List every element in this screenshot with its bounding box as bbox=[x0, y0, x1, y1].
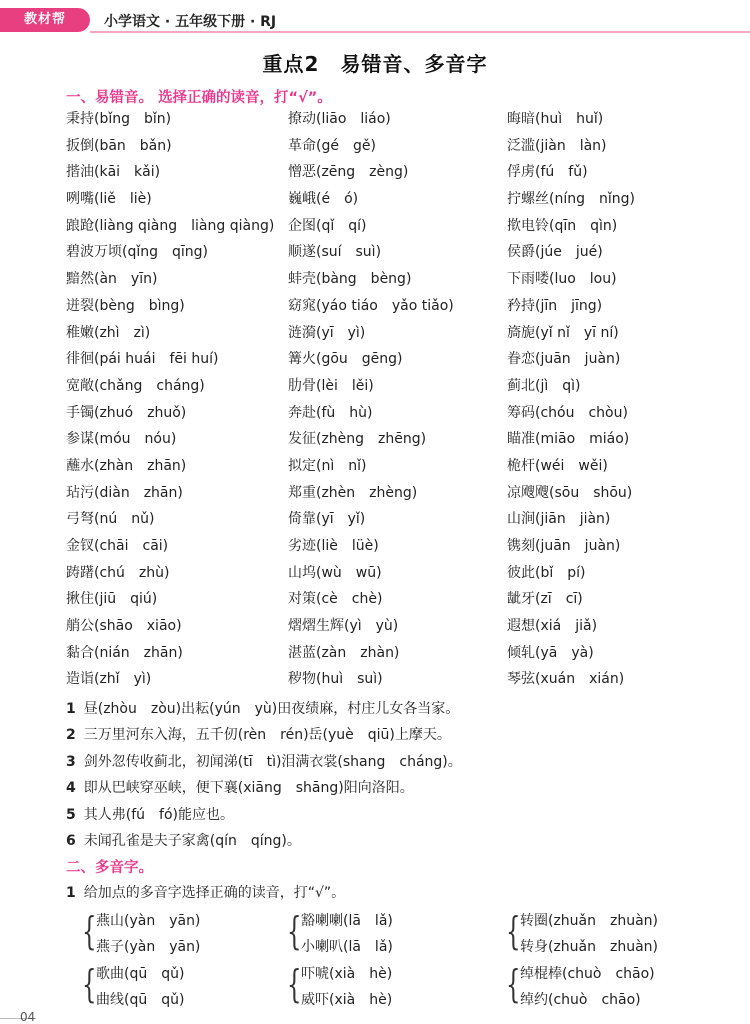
pronunciation-item: 踌躇(chú zhù) bbox=[66, 564, 170, 581]
pronunciation-item: 踉跄(liàng qiàng liàng qiàng) bbox=[66, 217, 275, 234]
pronunciation-item: 劣迹(liè lüè) bbox=[288, 538, 379, 554]
pronunciation-item: 艄公(shāo xiāo) bbox=[66, 618, 182, 635]
pronunciation-item: 秉持(bǐng bǐn) bbox=[66, 111, 172, 127]
sentence-6 bbox=[66, 830, 301, 850]
section-1-title bbox=[66, 86, 332, 107]
sentence-text: 其人弗(fú fó)能应也。 bbox=[83, 807, 234, 823]
pronunciation-item: 迸裂(bèng bìng) bbox=[66, 297, 185, 314]
pronunciation-item: 郑重(zhèn zhèng) bbox=[288, 484, 418, 501]
question-text: 给加点的多音字选择正确的读音，打“√”。 bbox=[83, 885, 346, 901]
page-number: 04 bbox=[20, 1010, 36, 1024]
brace-glyph: { bbox=[506, 909, 521, 953]
pronunciation-item: 倾轧(yā yà) bbox=[507, 644, 594, 661]
pronunciation-item: 篝火(gōu gēng) bbox=[288, 351, 403, 368]
pronunciation-item: 弓弩(nú nǔ) bbox=[66, 511, 155, 528]
pronunciation-item: 揪住(jiū qiú) bbox=[66, 591, 158, 608]
pronunciation-item: 奔赴(fù hù) bbox=[288, 404, 373, 421]
sentence-2 bbox=[66, 724, 451, 744]
header-divider bbox=[90, 31, 750, 33]
pronunciation-item: 黯然(àn yīn) bbox=[66, 271, 158, 288]
pronunciation-item: 黏合(nián zhān) bbox=[66, 644, 183, 661]
pronunciation-item: 晦暗(huì huǐ) bbox=[507, 111, 604, 127]
pronunciation-item: 碧波万顷(qǐng qīng) bbox=[66, 244, 208, 261]
pronunciation-item: 对策(cè chè) bbox=[288, 591, 383, 608]
sentence-3 bbox=[66, 751, 462, 771]
sentence-text: 三万里河东入海，五千仞(rèn rén)岳(yuè qiū)上摩天。 bbox=[83, 727, 451, 743]
polyphone-item: 曲线(qū qǔ) bbox=[96, 992, 185, 1008]
polyphone-item: 燕子(yàn yān) bbox=[96, 939, 201, 955]
brace-glyph: { bbox=[506, 962, 521, 1006]
column-3 bbox=[507, 106, 635, 693]
pronunciation-item: 蚌壳(bàng bèng) bbox=[288, 271, 412, 288]
pronunciation-item: 揿电铃(qīn qìn) bbox=[507, 217, 618, 234]
pronunciation-item: 蓟北(jì qì) bbox=[507, 377, 581, 394]
sentence-1 bbox=[66, 698, 459, 718]
sentence-number: 2 bbox=[66, 727, 76, 743]
pronunciation-item: 涟漪(yī yì) bbox=[288, 324, 366, 341]
polyphone-item: 威吓(xià hè) bbox=[301, 992, 393, 1008]
polyphone-item: 歌曲(qū qǔ) bbox=[96, 966, 185, 982]
pronunciation-item: 琴弦(xuán xián) bbox=[507, 671, 625, 688]
polyphone-item: 绰棍棒(chuò chāo) bbox=[520, 966, 655, 982]
section-2-title: 二、多音字。 bbox=[66, 860, 153, 876]
polyphone-item: 小喇叭(lā lǎ) bbox=[301, 939, 393, 955]
pronunciation-item: 瞄准(miāo miáo) bbox=[507, 431, 630, 448]
pronunciation-item: 造诣(zhǐ yì) bbox=[66, 671, 152, 688]
pronunciation-item: 撩动(liāo liáo) bbox=[288, 111, 391, 127]
pronunciation-item: 秽物(huì suì) bbox=[288, 671, 383, 688]
pronunciation-item: 彼此(bǐ pí) bbox=[507, 564, 586, 581]
pronunciation-item: 凉飕飕(sōu shōu) bbox=[507, 484, 633, 501]
pronunciation-item: 揩油(kāi kǎi) bbox=[66, 164, 161, 181]
pronunciation-item: 稚嫩(zhì zì) bbox=[66, 324, 151, 341]
pronunciation-item: 倚靠(yī yǐ) bbox=[288, 511, 366, 528]
pronunciation-item: 熠熠生辉(yì yù) bbox=[288, 618, 399, 635]
sentence-number: 6 bbox=[66, 833, 76, 849]
question-number: 1 bbox=[66, 885, 76, 901]
pronunciation-item: 蘸水(zhàn zhān) bbox=[66, 457, 187, 474]
pronunciation-item: 发征(zhèng zhēng) bbox=[288, 431, 427, 448]
pronunciation-item: 镌刻(juān juàn) bbox=[507, 538, 621, 554]
brand-badge: 教材帮 bbox=[0, 8, 90, 32]
pronunciation-item: 筹码(chóu chòu) bbox=[507, 404, 628, 421]
brace-glyph: { bbox=[82, 909, 97, 953]
sentence-4 bbox=[66, 777, 414, 797]
pronunciation-item: 巍峨(é ó) bbox=[288, 191, 359, 208]
column-1 bbox=[66, 106, 274, 693]
pronunciation-item: 金钗(chāi cāi) bbox=[66, 538, 169, 554]
sentence-number: 4 bbox=[66, 780, 76, 796]
column-2 bbox=[288, 106, 454, 693]
pronunciation-item: 企图(qǐ qí) bbox=[288, 217, 367, 234]
pronunciation-item: 遐想(xiá jiǎ) bbox=[507, 618, 598, 635]
sentence-text: 剑外忽传收蓟北，初闻涕(tī tì)泪满衣裳(shang cháng)。 bbox=[83, 754, 462, 770]
sentence-number: 5 bbox=[66, 807, 76, 823]
section-1-heading: 一、易错音。 bbox=[66, 90, 153, 106]
pronunciation-item: 宽敞(chǎng cháng) bbox=[66, 377, 205, 394]
sentence-text: 昼(zhòu zòu)出耘(yún yù)田夜绩麻，村庄儿女各当家。 bbox=[83, 701, 460, 717]
pronunciation-item: 肋骨(lèi lěi) bbox=[288, 377, 374, 394]
pronunciation-item: 山涧(jiān jiàn) bbox=[507, 511, 611, 528]
pronunciation-item: 泛滥(jiàn làn) bbox=[507, 137, 607, 154]
section-1-instruction: 选择正确的读音，打“√”。 bbox=[158, 90, 332, 106]
pronunciation-item: 手镯(zhuó zhuǒ) bbox=[66, 404, 187, 421]
sentence-number: 1 bbox=[66, 701, 76, 717]
pronunciation-item: 桅杆(wéi wěi) bbox=[507, 457, 608, 474]
sentence-number: 3 bbox=[66, 754, 76, 770]
pronunciation-item: 憎恶(zēng zèng) bbox=[288, 164, 409, 181]
brace-glyph: { bbox=[287, 962, 302, 1006]
pronunciation-item: 侯爵(júe jué) bbox=[507, 244, 603, 261]
pronunciation-item: 参谋(móu nóu) bbox=[66, 431, 177, 448]
header-subject: 小学语文 · 五年级下册 · RJ bbox=[104, 14, 277, 30]
pronunciation-item: 玷污(diàn zhān) bbox=[66, 484, 183, 501]
pronunciation-item: 下雨喽(luo lou) bbox=[507, 271, 617, 288]
pronunciation-item: 龇牙(zī cī) bbox=[507, 591, 583, 608]
pronunciation-item: 山坞(wù wū) bbox=[288, 564, 382, 581]
brace-glyph: { bbox=[287, 909, 302, 953]
sentence-text: 即从巴峡穿巫峡，便下襄(xiāng shāng)阳向洛阳。 bbox=[83, 780, 414, 796]
pronunciation-item: 拧螺丝(níng nǐng) bbox=[507, 191, 635, 208]
pronunciation-item: 窈窕(yáo tiáo yǎo tiǎo) bbox=[288, 297, 454, 314]
polyphone-item: 燕山(yàn yān) bbox=[96, 913, 201, 929]
polyphone-item: 绰约(chuò chāo) bbox=[520, 992, 641, 1008]
polyphone-item: 转身(zhuǎn zhuàn) bbox=[520, 939, 659, 955]
sentence-5 bbox=[66, 804, 234, 824]
pronunciation-item: 旖旎(yǐ nǐ yī ní) bbox=[507, 324, 619, 341]
pronunciation-item: 徘徊(pái huái fēi huí) bbox=[66, 351, 219, 368]
pronunciation-item: 革命(gé gě) bbox=[288, 137, 376, 154]
pronunciation-item: 俘虏(fú fǔ) bbox=[507, 164, 588, 181]
page-title: 重点2 易错音、多音字 bbox=[262, 52, 488, 76]
pronunciation-item: 眷恋(juān juàn) bbox=[507, 351, 621, 368]
pronunciation-item: 扳倒(bān bǎn) bbox=[66, 137, 172, 154]
brace-glyph: { bbox=[82, 962, 97, 1006]
pronunciation-item: 拟定(nì nǐ) bbox=[288, 457, 367, 474]
polyphone-item: 吓唬(xià hè) bbox=[301, 966, 393, 982]
polyphone-item: 豁喇喇(lā lǎ) bbox=[301, 913, 393, 929]
pronunciation-item: 咧嘴(liě liè) bbox=[66, 191, 152, 208]
polyphone-item: 转圈(zhuǎn zhuàn) bbox=[520, 913, 659, 929]
sentence-text: 未闻孔雀是夫子家禽(qín qíng)。 bbox=[83, 833, 301, 849]
pronunciation-item: 顺遂(suí suì) bbox=[288, 244, 382, 261]
section-2-question bbox=[66, 882, 345, 902]
pronunciation-item: 矜持(jīn jīng) bbox=[507, 297, 603, 314]
pronunciation-item: 湛蓝(zàn zhàn) bbox=[288, 644, 400, 661]
